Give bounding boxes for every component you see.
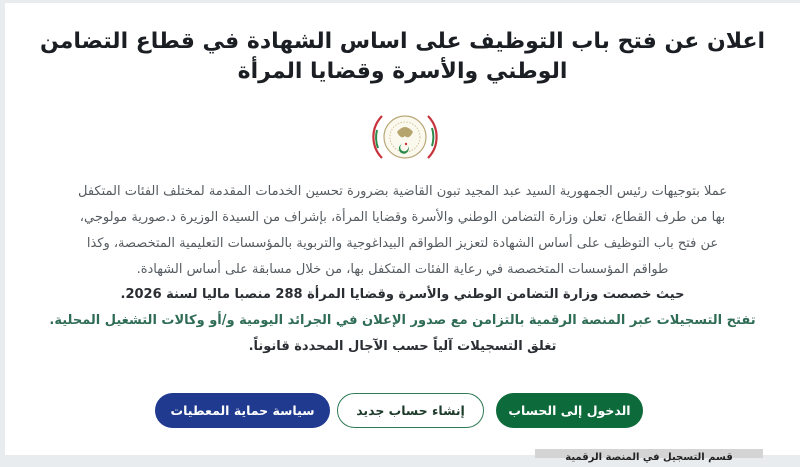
title-line-2: الوطني والأسرة وقضايا المرأة	[237, 59, 568, 84]
body-line: بها من طرف القطاع، تعلن وزارة التضامن الوطني والأسرة وقضايا المرأة، بإشراف من السيدة الوزيرة د.صورية مولوجي،	[79, 210, 726, 225]
login-button[interactable]: الدخول إلى الحساب	[496, 393, 643, 428]
announcement-card	[5, 3, 800, 463]
page-title	[5, 27, 800, 87]
announcement-body	[15, 179, 790, 283]
create-account-button[interactable]: إنشاء حساب جديد	[337, 393, 484, 428]
body-line: عن فتح باب التوظيف على أساس الشهادة لتعزيز الطواقم البيداغوجية والتربوية بالمؤسسات التعليمية المتخصصة، وكذا	[86, 236, 719, 251]
body-line: عملا بتوجيهات رئيس الجمهورية السيد عبد المجيد تبون القاضية بضرورة تحسين الخدمات المقدمة لمختلف الفئات المتكفل	[77, 184, 728, 199]
next-section-header: قسم التسجيل في المنصة الرقمية	[535, 449, 763, 458]
body-line: طواقم المؤسسات المتخصصة في رعاية الفئات المتكفل بها، من خلال مسابقة على أساس الشهادة.	[136, 262, 669, 277]
action-buttons	[5, 393, 800, 431]
title-line-1: اعلان عن فتح باب التوظيف على اساس الشهادة في قطاع التضامن	[39, 29, 766, 54]
privacy-policy-button[interactable]: سياسة حماية المعطيات	[155, 393, 330, 428]
announcement-highlights	[15, 282, 790, 360]
registration-open-statement: تفتح التسجيلات عبر المنصة الرقمية بالتزامن مع صدور الإعلان في الجرائد اليومية و/أو وكالات التشغيل المحلية.	[49, 313, 756, 328]
positions-statement: حيث خصصت وزارة التضامن الوطني والأسرة وقضايا المرأة 288 منصبا ماليا لسنة 2026.	[120, 287, 685, 302]
ministry-emblem-icon	[368, 100, 442, 174]
registration-close-statement: تغلق التسجيلات آلياً حسب الآجال المحددة قانوناً.	[248, 339, 557, 354]
